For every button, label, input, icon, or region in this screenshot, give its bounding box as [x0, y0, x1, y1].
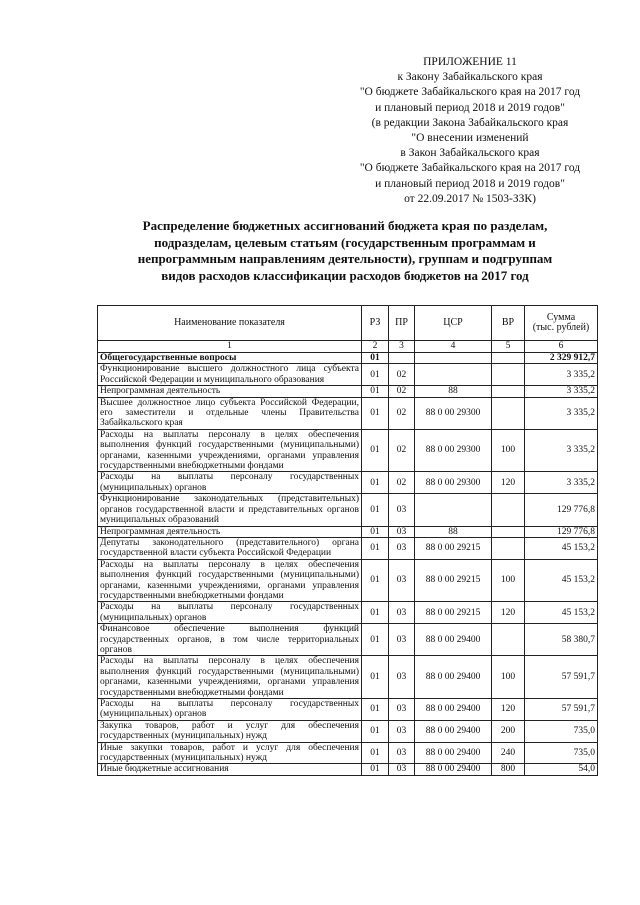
header-sum-unit: (тыс. рублей) [532, 322, 590, 333]
appendix-line: "О внесении изменений [411, 132, 529, 145]
column-number: 5 [492, 341, 525, 353]
cell-rz: 01 [362, 742, 389, 764]
cell-csr [415, 364, 492, 386]
table-row [98, 559, 598, 602]
column-number-row [98, 341, 598, 353]
column-number: 4 [415, 341, 492, 353]
header-sum [525, 306, 598, 341]
cell-rz: 01 [362, 397, 389, 429]
appendix-line: (в редакции Закона Забайкальского края [371, 116, 569, 129]
cell-pr: 03 [389, 537, 415, 559]
cell-pr: 03 [389, 764, 415, 775]
cell-pr: 03 [389, 699, 415, 721]
cell-name: Функционирование высшего должностного лица субъекта Российской Федерации и муниципального образования [98, 364, 362, 386]
cell-name: Расходы на выплаты персоналу в целях обеспечения выполнения функций государственными (муниципальными) органами, казенными учреждениями, органами управления государственными внебюджетными фондами [98, 559, 362, 602]
cell-csr: 88 0 00 29400 [415, 742, 492, 764]
table-body [98, 353, 598, 776]
table-row [98, 699, 598, 721]
cell-csr: 88 0 00 29215 [415, 559, 492, 602]
cell-name: Иные закупки товаров, работ и услуг для обеспечения государственных (муниципальных) нужд [98, 742, 362, 764]
table-row [98, 397, 598, 429]
cell-pr: 02 [389, 472, 415, 494]
cell-vr: 120 [492, 472, 525, 494]
cell-csr [415, 494, 492, 526]
cell-pr: 02 [389, 364, 415, 386]
cell-pr: 03 [389, 526, 415, 537]
appendix-line: к Закону Забайкальского края [397, 71, 543, 84]
appendix-line: ПРИЛОЖЕНИЕ 11 [423, 56, 517, 68]
cell-sum: 45 153,2 [525, 537, 598, 559]
cell-name: Закупка товаров, работ и услуг для обеспечения государственных (муниципальных) нужд [98, 720, 362, 742]
cell-name: Расходы на выплаты персоналу в целях обеспечения выполнения функций государственными (муниципальными) органами, казенными учреждениями, органами управления государственными внебюджетными фондами [98, 429, 362, 472]
cell-sum: 57 591,7 [525, 656, 598, 699]
column-number: 6 [525, 341, 598, 353]
appendix-line: "О бюджете Забайкальского края на 2017 год [359, 86, 581, 99]
cell-vr [492, 397, 525, 429]
cell-csr: 88 [415, 526, 492, 537]
cell-rz: 01 [362, 526, 389, 537]
table-row [98, 429, 598, 472]
cell-csr: 88 0 00 29300 [415, 429, 492, 472]
cell-sum: 3 335,2 [525, 472, 598, 494]
cell-rz: 01 [362, 720, 389, 742]
cell-csr: 88 0 00 29215 [415, 537, 492, 559]
cell-csr [415, 353, 492, 364]
cell-pr: 03 [389, 656, 415, 699]
column-number: 3 [389, 341, 415, 353]
cell-csr: 88 0 00 29400 [415, 720, 492, 742]
table-row [98, 720, 598, 742]
header-name: Наименование показателя [98, 306, 362, 341]
cell-csr: 88 0 00 29400 [415, 656, 492, 699]
table-row [98, 364, 598, 386]
table-row [98, 353, 598, 364]
cell-csr: 88 0 00 29300 [415, 472, 492, 494]
cell-pr [389, 353, 415, 364]
cell-vr [492, 353, 525, 364]
cell-vr: 120 [492, 699, 525, 721]
cell-vr [492, 364, 525, 386]
cell-name: Общегосударственные вопросы [98, 353, 362, 364]
appendix-line: "О бюджете Забайкальского края на 2017 год [359, 162, 581, 175]
cell-rz: 01 [362, 764, 389, 775]
column-number: 2 [362, 341, 389, 353]
cell-rz: 01 [362, 559, 389, 602]
cell-csr: 88 [415, 386, 492, 397]
cell-name: Депутаты законодательного (представительного) органа государственной власти субъекта Российской Федерации [98, 537, 362, 559]
cell-pr: 03 [389, 494, 415, 526]
cell-sum: 129 776,8 [525, 494, 598, 526]
cell-csr: 88 0 00 29400 [415, 699, 492, 721]
table-row [98, 537, 598, 559]
cell-sum: 54,0 [525, 764, 598, 775]
cell-rz: 01 [362, 602, 389, 624]
budget-table [97, 305, 598, 776]
cell-rz: 01 [362, 429, 389, 472]
title-line: непрограммным направлениям деятельности), группам и подгруппам [137, 251, 553, 266]
cell-sum: 45 153,2 [525, 559, 598, 602]
title-line: Распределение бюджетных ассигнований бюджета края по разделам, [142, 218, 548, 233]
cell-pr: 03 [389, 742, 415, 764]
cell-rz: 01 [362, 699, 389, 721]
cell-name: Функционирование законодательных (представительных) органов государственной власти и представительных органов муниципальных образований [98, 494, 362, 526]
header-vr: ВР [492, 306, 525, 341]
appendix-line: и плановый период 2018 и 2019 годов" [375, 177, 565, 190]
cell-pr: 02 [389, 386, 415, 397]
appendix-header [330, 55, 610, 207]
cell-csr: 88 0 00 29400 [415, 764, 492, 775]
table-row [98, 764, 598, 775]
appendix-line: и плановый период 2018 и 2019 годов" [375, 101, 565, 114]
cell-name: Высшее должностное лицо субъекта Российской Федерации, его заместители и отдельные члены Правительства Забайкальского края [98, 397, 362, 429]
table-row [98, 624, 598, 656]
cell-pr: 02 [389, 429, 415, 472]
cell-name: Иные бюджетные ассигнования [98, 764, 362, 775]
cell-sum: 3 335,2 [525, 386, 598, 397]
cell-vr: 100 [492, 559, 525, 602]
cell-pr: 03 [389, 720, 415, 742]
cell-sum: 3 335,2 [525, 429, 598, 472]
table-row [98, 602, 598, 624]
cell-vr: 240 [492, 742, 525, 764]
cell-pr: 03 [389, 559, 415, 602]
cell-sum: 2 329 912,7 [525, 353, 598, 364]
cell-sum: 129 776,8 [525, 526, 598, 537]
column-number: 1 [98, 341, 362, 353]
cell-pr: 03 [389, 602, 415, 624]
table-row [98, 472, 598, 494]
cell-rz: 01 [362, 472, 389, 494]
cell-csr: 88 0 00 29400 [415, 624, 492, 656]
cell-sum: 57 591,7 [525, 699, 598, 721]
cell-sum: 735,0 [525, 720, 598, 742]
cell-sum: 735,0 [525, 742, 598, 764]
cell-csr: 88 0 00 29215 [415, 602, 492, 624]
appendix-line: в Закон Забайкальского края [400, 147, 540, 160]
cell-name: Расходы на выплаты персоналу государственных (муниципальных) органов [98, 472, 362, 494]
cell-vr [492, 494, 525, 526]
cell-rz: 01 [362, 624, 389, 656]
cell-rz: 01 [362, 537, 389, 559]
cell-vr: 800 [492, 764, 525, 775]
title-line: подразделам, целевым статьям (государственным программам и [154, 234, 536, 250]
table-row [98, 656, 598, 699]
table-row [98, 742, 598, 764]
cell-vr [492, 537, 525, 559]
table-row [98, 386, 598, 397]
cell-vr [492, 526, 525, 537]
cell-pr: 02 [389, 397, 415, 429]
cell-sum: 3 335,2 [525, 397, 598, 429]
cell-pr: 03 [389, 624, 415, 656]
cell-name: Финансовое обеспечение выполнения функций государственных органов, в том числе территориальных органов [98, 624, 362, 656]
title-line: видов расходов классификации расходов бюджетов на 2017 год [161, 267, 529, 283]
cell-vr: 100 [492, 429, 525, 472]
cell-rz: 01 [362, 353, 389, 364]
cell-vr: 100 [492, 656, 525, 699]
cell-vr [492, 386, 525, 397]
cell-name: Расходы на выплаты персоналу государственных (муниципальных) органов [98, 602, 362, 624]
cell-vr [492, 624, 525, 656]
table-row [98, 494, 598, 526]
cell-csr: 88 0 00 29300 [415, 397, 492, 429]
header-rz: РЗ [362, 306, 389, 341]
cell-name: Расходы на выплаты персоналу в целях обеспечения выполнения функций государственными (муниципальными) органами, казенными учреждениями, органами управления государственными внебюджетными фондами [98, 656, 362, 699]
cell-rz: 01 [362, 494, 389, 526]
table-header-row [98, 306, 598, 341]
cell-rz: 01 [362, 656, 389, 699]
cell-sum: 3 335,2 [525, 364, 598, 386]
document-title [95, 218, 595, 284]
cell-vr: 120 [492, 602, 525, 624]
cell-sum: 45 153,2 [525, 602, 598, 624]
cell-name: Непрограммная деятельность [98, 526, 362, 537]
header-sum-label: Сумма [546, 311, 576, 323]
cell-vr: 200 [492, 720, 525, 742]
cell-rz: 01 [362, 364, 389, 386]
cell-name: Расходы на выплаты персоналу государственных (муниципальных) органов [98, 699, 362, 721]
table-row [98, 526, 598, 537]
header-csr: ЦСР [415, 306, 492, 341]
cell-sum: 58 380,7 [525, 624, 598, 656]
header-pr: ПР [389, 306, 415, 341]
appendix-line: от 22.09.2017 № 1503-ЗЗК) [404, 192, 536, 205]
cell-rz: 01 [362, 386, 389, 397]
cell-name: Непрограммная деятельность [98, 386, 362, 397]
